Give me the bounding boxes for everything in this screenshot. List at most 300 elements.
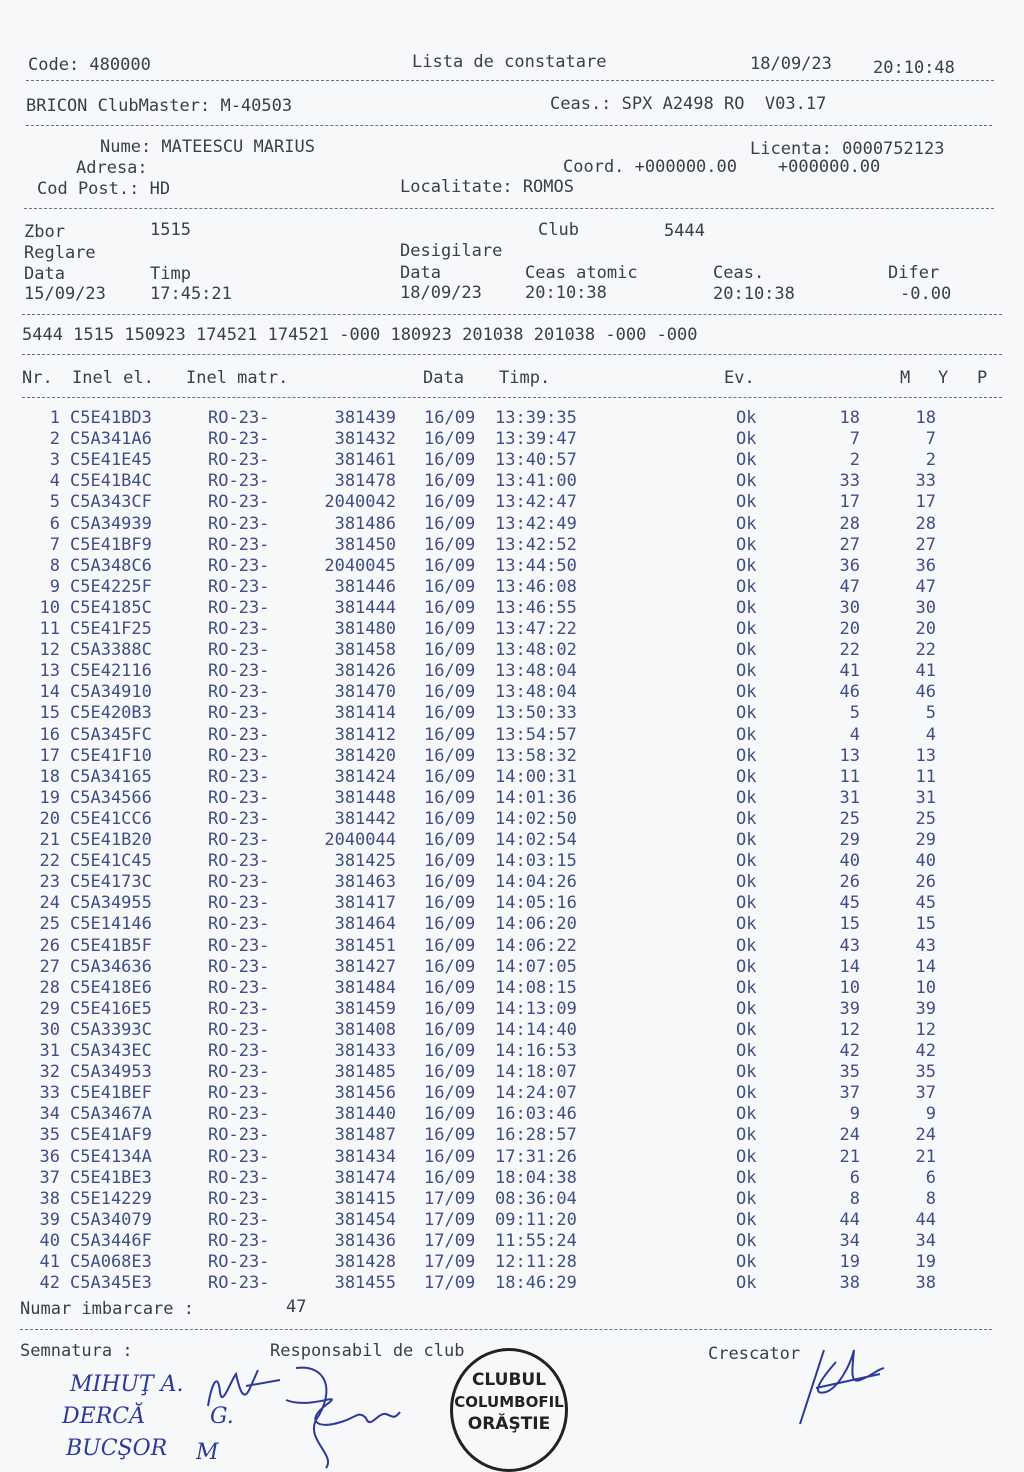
row-nr: 40 [39, 1231, 60, 1251]
row-ring-number: 381486 [334, 514, 396, 534]
row-date: 16/09 [424, 556, 476, 576]
license-number: Licenta: 0000752123 [750, 139, 945, 159]
row-y: 26 [915, 872, 936, 892]
row-ring-prefix: RO-23- [208, 1104, 270, 1124]
row-ring-prefix: RO-23- [208, 957, 270, 977]
row-ring-number: 381487 [334, 1125, 396, 1145]
row-ring-number: 381484 [334, 978, 396, 998]
row-status: Ok [736, 535, 757, 555]
desigilare-label: Desigilare [400, 241, 503, 261]
row-nr: 12 [39, 640, 60, 660]
row-date: 17/09 [424, 1252, 476, 1272]
row-time: 14:14:40 [495, 1020, 577, 1040]
row-nr: 35 [39, 1125, 60, 1145]
row-m: 2 [849, 450, 860, 470]
row-status: Ok [736, 661, 757, 681]
row-ring-prefix: RO-23- [208, 640, 270, 660]
col-p: P [977, 368, 988, 388]
row-ring-number: 2040044 [324, 830, 396, 850]
row-m: 17 [839, 492, 860, 512]
row-nr: 28 [39, 978, 60, 998]
divider [26, 80, 994, 81]
row-status: Ok [736, 1041, 757, 1061]
row-m: 45 [839, 893, 860, 913]
row-nr: 21 [39, 830, 60, 850]
row-nr: 9 [49, 577, 60, 597]
reglare-timp-label: Timp [150, 264, 191, 284]
row-ring-el: C5A34955 [70, 893, 152, 913]
row-time: 13:48:04 [495, 682, 577, 702]
row-ring-number: 381425 [334, 851, 396, 871]
row-date: 17/09 [424, 1273, 476, 1293]
document-title: Lista de constatare [412, 52, 607, 72]
row-ring-number: 381439 [334, 408, 396, 428]
row-date: 16/09 [424, 893, 476, 913]
zbor-label: Zbor [24, 222, 65, 242]
row-date: 16/09 [424, 471, 476, 491]
boarding-count: 47 [286, 1297, 307, 1317]
divider [20, 1329, 992, 1330]
row-status: Ok [736, 1147, 757, 1167]
row-ring-el: C5A3467A [70, 1104, 152, 1124]
row-nr: 39 [39, 1210, 60, 1230]
row-status: Ok [736, 978, 757, 998]
row-nr: 15 [39, 703, 60, 723]
row-nr: 5 [49, 492, 60, 512]
breeder-label: Crescator [708, 1344, 801, 1364]
col-timp: Timp. [499, 368, 551, 388]
row-ring-prefix: RO-23- [208, 1252, 270, 1272]
row-ring-number: 381464 [334, 914, 396, 934]
row-nr: 14 [39, 682, 60, 702]
row-date: 16/09 [424, 978, 476, 998]
row-ring-number: 381480 [334, 619, 396, 639]
reglare-time: 17:45:21 [150, 284, 232, 304]
row-m: 8 [849, 1189, 860, 1209]
row-ring-prefix: RO-23- [208, 514, 270, 534]
row-nr: 10 [39, 598, 60, 618]
row-date: 16/09 [424, 1147, 476, 1167]
code-label: Code: 480000 [28, 55, 151, 75]
row-status: Ok [736, 1125, 757, 1145]
row-ring-el: C5E4185C [70, 598, 152, 618]
row-time: 11:55:24 [495, 1231, 577, 1251]
club-label: Club [538, 220, 579, 240]
row-status: Ok [736, 767, 757, 787]
row-nr: 6 [49, 514, 60, 534]
row-status: Ok [736, 450, 757, 470]
row-m: 46 [839, 682, 860, 702]
row-date: 16/09 [424, 1041, 476, 1061]
row-y: 45 [915, 893, 936, 913]
row-nr: 31 [39, 1041, 60, 1061]
club-value: 5444 [664, 221, 705, 241]
row-date: 16/09 [424, 577, 476, 597]
row-ring-number: 381426 [334, 661, 396, 681]
row-ring-prefix: RO-23- [208, 492, 270, 512]
row-y: 4 [925, 725, 936, 745]
row-time: 08:36:04 [495, 1189, 577, 1209]
row-ring-el: C5A345FC [70, 725, 152, 745]
row-time: 13:47:22 [495, 619, 577, 639]
row-y: 12 [915, 1020, 936, 1040]
row-time: 12:11:28 [495, 1252, 577, 1272]
row-y: 19 [915, 1252, 936, 1272]
reglare-date: 15/09/23 [24, 284, 106, 304]
row-y: 7 [925, 429, 936, 449]
boarding-count-label: Numar imbarcare : [20, 1299, 194, 1319]
row-y: 21 [915, 1147, 936, 1167]
row-date: 16/09 [424, 640, 476, 660]
row-ring-el: C5E41AF9 [70, 1125, 152, 1145]
row-m: 36 [839, 556, 860, 576]
row-y: 39 [915, 999, 936, 1019]
row-status: Ok [736, 640, 757, 660]
row-ring-prefix: RO-23- [208, 577, 270, 597]
row-date: 16/09 [424, 598, 476, 618]
row-ring-el: C5A3446F [70, 1231, 152, 1251]
row-ring-number: 381450 [334, 535, 396, 555]
print-time: 20:10:48 [873, 58, 955, 78]
row-ring-prefix: RO-23- [208, 556, 270, 576]
row-status: Ok [736, 471, 757, 491]
col-nr: Nr. [22, 368, 53, 388]
row-time: 14:06:20 [495, 914, 577, 934]
row-ring-el: C5E4225F [70, 577, 152, 597]
row-y: 15 [915, 914, 936, 934]
row-date: 16/09 [424, 851, 476, 871]
owner-name: Nume: MATEESCU MARIUS [100, 137, 315, 157]
row-m: 25 [839, 809, 860, 829]
row-y: 6 [925, 1168, 936, 1188]
row-ring-prefix: RO-23- [208, 725, 270, 745]
row-nr: 18 [39, 767, 60, 787]
row-date: 17/09 [424, 1231, 476, 1251]
row-m: 33 [839, 471, 860, 491]
row-ring-number: 381442 [334, 809, 396, 829]
row-m: 7 [849, 429, 860, 449]
row-ring-el: C5A34939 [70, 514, 152, 534]
row-ring-number: 381455 [334, 1273, 396, 1293]
row-ring-number: 381436 [334, 1231, 396, 1251]
row-ring-prefix: RO-23- [208, 851, 270, 871]
row-ring-number: 381458 [334, 640, 396, 660]
row-m: 27 [839, 535, 860, 555]
row-status: Ok [736, 851, 757, 871]
divider [22, 354, 1002, 355]
row-ring-el: C5A34165 [70, 767, 152, 787]
row-y: 30 [915, 598, 936, 618]
row-ring-prefix: RO-23- [208, 1231, 270, 1251]
row-m: 15 [839, 914, 860, 934]
row-y: 33 [915, 471, 936, 491]
row-time: 18:46:29 [495, 1273, 577, 1293]
divider [22, 397, 1002, 398]
row-ring-number: 381456 [334, 1083, 396, 1103]
row-date: 16/09 [424, 725, 476, 745]
row-status: Ok [736, 1020, 757, 1040]
row-m: 10 [839, 978, 860, 998]
row-y: 17 [915, 492, 936, 512]
row-time: 14:05:16 [495, 893, 577, 913]
row-ring-prefix: RO-23- [208, 914, 270, 934]
row-ring-el: C5E41B20 [70, 830, 152, 850]
row-m: 37 [839, 1083, 860, 1103]
row-ring-number: 381470 [334, 682, 396, 702]
row-y: 5 [925, 703, 936, 723]
row-date: 16/09 [424, 1083, 476, 1103]
row-m: 30 [839, 598, 860, 618]
row-status: Ok [736, 788, 757, 808]
row-ring-number: 381461 [334, 450, 396, 470]
row-m: 29 [839, 830, 860, 850]
row-status: Ok [736, 999, 757, 1019]
row-ring-number: 381478 [334, 471, 396, 491]
row-m: 39 [839, 999, 860, 1019]
row-ring-number: 381474 [334, 1168, 396, 1188]
row-y: 14 [915, 957, 936, 977]
col-inel-matr: Inel matr. [186, 368, 289, 388]
address-label: Adresa: [76, 158, 148, 178]
row-ring-prefix: RO-23- [208, 535, 270, 555]
row-time: 14:00:31 [495, 767, 577, 787]
row-nr: 4 [49, 471, 60, 491]
signature-2 [266, 1360, 406, 1470]
row-ring-prefix: RO-23- [208, 746, 270, 766]
row-y: 24 [915, 1125, 936, 1145]
row-date: 16/09 [424, 767, 476, 787]
row-ring-el: C5A34910 [70, 682, 152, 702]
row-m: 13 [839, 746, 860, 766]
row-m: 12 [839, 1020, 860, 1040]
row-status: Ok [736, 492, 757, 512]
row-ring-el: C5E416E5 [70, 999, 152, 1019]
row-time: 17:31:26 [495, 1147, 577, 1167]
row-ring-prefix: RO-23- [208, 429, 270, 449]
row-status: Ok [736, 1168, 757, 1188]
row-time: 14:13:09 [495, 999, 577, 1019]
row-date: 16/09 [424, 957, 476, 977]
row-time: 14:08:15 [495, 978, 577, 998]
row-y: 43 [915, 936, 936, 956]
row-date: 16/09 [424, 1020, 476, 1040]
row-ring-el: C5A34566 [70, 788, 152, 808]
row-ring-prefix: RO-23- [208, 978, 270, 998]
row-status: Ok [736, 725, 757, 745]
row-y: 11 [915, 767, 936, 787]
row-m: 4 [849, 725, 860, 745]
row-y: 20 [915, 619, 936, 639]
row-time: 14:18:07 [495, 1062, 577, 1082]
row-ring-prefix: RO-23- [208, 788, 270, 808]
desig-data-label: Data [400, 263, 441, 283]
row-date: 16/09 [424, 535, 476, 555]
row-time: 14:02:54 [495, 830, 577, 850]
row-m: 40 [839, 851, 860, 871]
row-nr: 37 [39, 1168, 60, 1188]
row-ring-el: C5E4134A [70, 1147, 152, 1167]
row-y: 42 [915, 1041, 936, 1061]
row-date: 16/09 [424, 619, 476, 639]
row-m: 47 [839, 577, 860, 597]
reglare-label: Reglare [24, 243, 96, 263]
row-nr: 42 [39, 1273, 60, 1293]
locality: Localitate: ROMOS [400, 177, 574, 197]
row-y: 28 [915, 514, 936, 534]
row-nr: 25 [39, 914, 60, 934]
row-date: 16/09 [424, 788, 476, 808]
row-m: 34 [839, 1231, 860, 1251]
row-y: 25 [915, 809, 936, 829]
row-ring-prefix: RO-23- [208, 450, 270, 470]
row-m: 28 [839, 514, 860, 534]
row-date: 16/09 [424, 1168, 476, 1188]
row-date: 16/09 [424, 492, 476, 512]
row-nr: 19 [39, 788, 60, 808]
row-y: 31 [915, 788, 936, 808]
code-line: 5444 1515 150923 174521 174521 -000 180923 201038 201038 -000 -000 [22, 325, 698, 345]
row-y: 34 [915, 1231, 936, 1251]
signature-breeder [780, 1340, 890, 1430]
row-nr: 8 [49, 556, 60, 576]
row-ring-el: C5E4173C [70, 872, 152, 892]
row-time: 13:46:55 [495, 598, 577, 618]
row-nr: 34 [39, 1104, 60, 1124]
row-ring-el: C5E41BEF [70, 1083, 152, 1103]
row-ring-number: 2040045 [324, 556, 396, 576]
row-date: 16/09 [424, 914, 476, 934]
row-ring-el: C5E41F25 [70, 619, 152, 639]
row-ring-el: C5A34953 [70, 1062, 152, 1082]
row-ring-number: 381454 [334, 1210, 396, 1230]
row-m: 19 [839, 1252, 860, 1272]
row-ring-el: C5A343CF [70, 492, 152, 512]
row-ring-el: C5E42116 [70, 661, 152, 681]
row-y: 47 [915, 577, 936, 597]
row-status: Ok [736, 598, 757, 618]
row-ring-el: C5E41F10 [70, 746, 152, 766]
row-time: 13:42:49 [495, 514, 577, 534]
row-m: 21 [839, 1147, 860, 1167]
row-nr: 16 [39, 725, 60, 745]
row-time: 13:41:00 [495, 471, 577, 491]
row-status: Ok [736, 893, 757, 913]
row-ring-number: 381459 [334, 999, 396, 1019]
row-ring-number: 381485 [334, 1062, 396, 1082]
row-ring-prefix: RO-23- [208, 999, 270, 1019]
row-time: 18:04:38 [495, 1168, 577, 1188]
col-inel-el: Inel el. [72, 368, 154, 388]
row-nr: 22 [39, 851, 60, 871]
postal-code: Cod Post.: HD [37, 179, 171, 199]
row-nr: 13 [39, 661, 60, 681]
row-y: 40 [915, 851, 936, 871]
row-m: 22 [839, 640, 860, 660]
row-time: 14:03:15 [495, 851, 577, 871]
row-status: Ok [736, 957, 757, 977]
handwritten-name-2: DERCĂ [62, 1404, 145, 1429]
row-m: 44 [839, 1210, 860, 1230]
row-nr: 17 [39, 746, 60, 766]
row-ring-number: 381446 [334, 577, 396, 597]
row-ring-number: 381448 [334, 788, 396, 808]
row-nr: 32 [39, 1062, 60, 1082]
row-m: 14 [839, 957, 860, 977]
row-ring-el: C5E14229 [70, 1189, 152, 1209]
row-status: Ok [736, 1062, 757, 1082]
row-nr: 3 [49, 450, 60, 470]
row-ring-el: C5E41CC6 [70, 809, 152, 829]
row-ring-el: C5A348C6 [70, 556, 152, 576]
row-time: 13:46:08 [495, 577, 577, 597]
row-date: 16/09 [424, 1062, 476, 1082]
handwritten-name-3: BUCŞOR [66, 1436, 168, 1461]
row-ring-prefix: RO-23- [208, 1189, 270, 1209]
row-status: Ok [736, 556, 757, 576]
row-time: 13:44:50 [495, 556, 577, 576]
clubmaster-id: BRICON ClubMaster: M-40503 [26, 96, 293, 116]
row-ring-prefix: RO-23- [208, 936, 270, 956]
row-m: 5 [849, 703, 860, 723]
row-status: Ok [736, 1189, 757, 1209]
row-nr: 33 [39, 1083, 60, 1103]
row-status: Ok [736, 429, 757, 449]
row-m: 11 [839, 767, 860, 787]
row-date: 16/09 [424, 746, 476, 766]
ceas-label: Ceas. [713, 263, 765, 283]
row-ring-number: 381412 [334, 725, 396, 745]
row-status: Ok [736, 408, 757, 428]
stamp-line-2: COLUMBOFIL [454, 1393, 564, 1411]
row-nr: 36 [39, 1147, 60, 1167]
row-ring-el: C5E14146 [70, 914, 152, 934]
row-nr: 27 [39, 957, 60, 977]
row-nr: 38 [39, 1189, 60, 1209]
row-ring-number: 381408 [334, 1020, 396, 1040]
row-m: 9 [849, 1104, 860, 1124]
row-m: 43 [839, 936, 860, 956]
row-y: 29 [915, 830, 936, 850]
row-date: 17/09 [424, 1210, 476, 1230]
row-time: 13:50:33 [495, 703, 577, 723]
row-status: Ok [736, 914, 757, 934]
row-y: 9 [925, 1104, 936, 1124]
row-ring-el: C5E418E6 [70, 978, 152, 998]
row-ring-el: C5E41BF9 [70, 535, 152, 555]
desig-clock-time: 20:10:38 [713, 284, 795, 304]
row-ring-prefix: RO-23- [208, 1062, 270, 1082]
club-responsible-label: Responsabil de club [270, 1341, 465, 1361]
row-ring-el: C5E41BD3 [70, 408, 152, 428]
row-status: Ok [736, 619, 757, 639]
row-y: 36 [915, 556, 936, 576]
row-date: 16/09 [424, 872, 476, 892]
row-time: 16:28:57 [495, 1125, 577, 1145]
row-time: 14:07:05 [495, 957, 577, 977]
ceas-atomic-label: Ceas atomic [525, 263, 638, 283]
reglare-data-label: Data [24, 264, 65, 284]
row-ring-number: 381433 [334, 1041, 396, 1061]
row-ring-prefix: RO-23- [208, 893, 270, 913]
row-nr: 1 [49, 408, 60, 428]
row-ring-el: C5A3388C [70, 640, 152, 660]
row-status: Ok [736, 703, 757, 723]
row-status: Ok [736, 1104, 757, 1124]
row-status: Ok [736, 809, 757, 829]
row-ring-prefix: RO-23- [208, 1020, 270, 1040]
row-nr: 2 [49, 429, 60, 449]
row-date: 16/09 [424, 682, 476, 702]
